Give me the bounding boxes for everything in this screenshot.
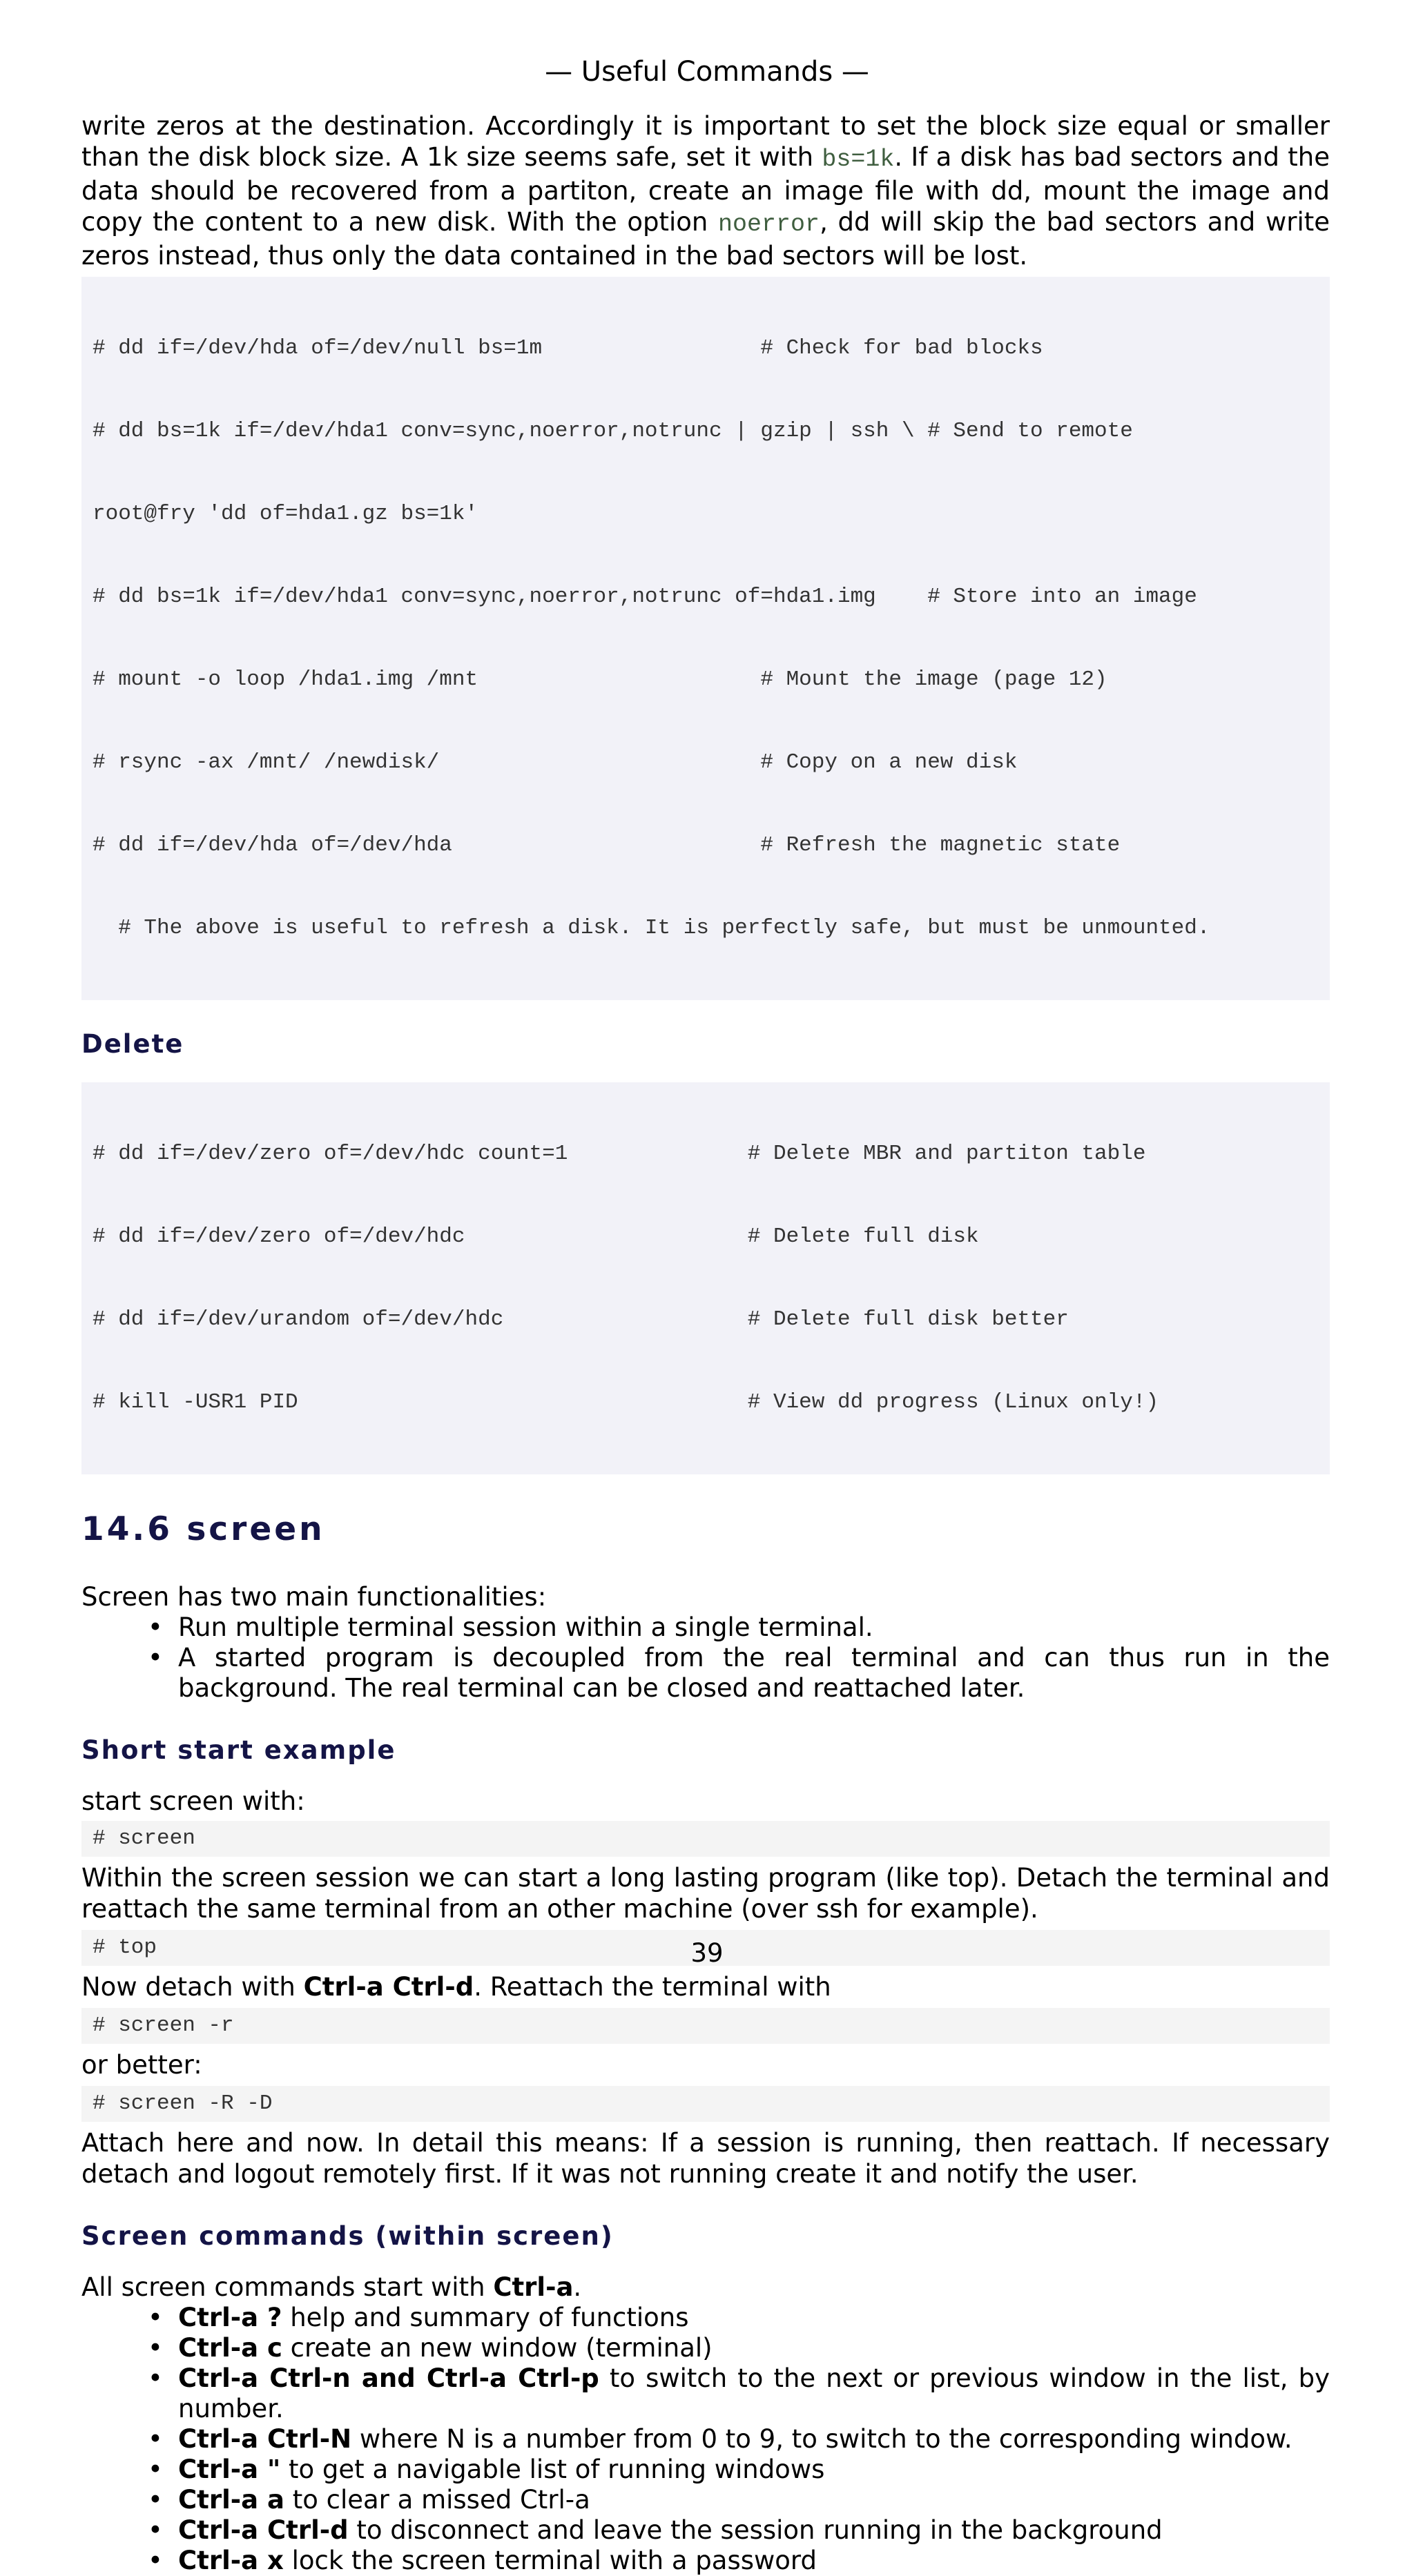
code-line: # dd if=/dev/zero of=/dev/hdc count=1 # Delete MBR and partiton table	[93, 1142, 1146, 1166]
code-screen-r: # screen -r	[81, 2008, 1330, 2044]
text: lock the screen terminal with a password	[283, 2546, 817, 2575]
text: All screen commands start with	[81, 2272, 494, 2302]
code-line: # dd bs=1k if=/dev/hda1 conv=sync,noerror,notrunc | gzip | ssh \ # Send to remote	[93, 419, 1133, 443]
list-item	[178, 2424, 1330, 2455]
code-block-delete	[81, 1082, 1330, 1474]
inline-code-noerror: noerror	[718, 211, 820, 238]
intro-paragraph	[81, 110, 1330, 271]
running-header: — Useful Commands —	[545, 56, 869, 88]
list-item	[178, 2333, 1330, 2363]
paragraph-detach	[81, 1971, 1330, 2002]
code-top: # top	[81, 1930, 1330, 1966]
list-item	[178, 2363, 1330, 2424]
code-line: root@fry 'dd of=hda1.gz bs=1k'	[93, 502, 478, 526]
list-item	[178, 2485, 1330, 2515]
code-line: # dd if=/dev/zero of=/dev/hdc # Delete full disk	[93, 1224, 979, 1249]
shortcut-text: Ctrl-a "	[178, 2455, 281, 2484]
heading-screen-commands: Screen commands (within screen)	[81, 2221, 614, 2251]
list-item: • Run multiple terminal session within a single terminal.	[178, 1612, 1330, 1643]
page-number: 39	[690, 1938, 724, 1968]
shortcut-text: Ctrl-a c	[178, 2333, 282, 2363]
shortcut-text: Ctrl-a x	[178, 2546, 284, 2575]
paragraph-attach: Attach here and now. In detail this means: If a session is running, then reattach. If necessary detach and logout remotely first. If it was not running create it and notify the user.	[81, 2128, 1330, 2189]
code-screen: # screen	[81, 1821, 1330, 1857]
shortcut-text: Ctrl-a ?	[178, 2303, 282, 2332]
list-item: • A started program is decoupled from the real terminal and can thus run in the background. The real terminal can be closed and reattached later.	[178, 1643, 1330, 1704]
code-line: # kill -USR1 PID # View dd progress (Linux only!)	[93, 1390, 1159, 1414]
code-line: # dd if=/dev/urandom of=/dev/hdc # Delete full disk better	[93, 1307, 1069, 1331]
shortcut-text: Ctrl-a Ctrl-N	[178, 2424, 352, 2454]
text: to switch to the next or previous window in the list, by number.	[178, 2363, 1330, 2423]
list-item	[178, 2546, 1330, 2576]
code-block-recover	[81, 277, 1330, 1000]
code-line: # rsync -ax /mnt/ /newdisk/ # Copy on a new disk	[93, 750, 1018, 774]
text: to get a navigable list of running windows	[280, 2455, 825, 2484]
heading-short-start: Short start example	[81, 1735, 396, 1765]
text: Now detach with	[81, 1972, 304, 2002]
paragraph-commands-intro	[81, 2272, 1330, 2303]
code-screen-rd: # screen -R -D	[81, 2086, 1330, 2122]
text: .	[573, 2272, 582, 2302]
list-item	[178, 2515, 1330, 2546]
intro-text-3: , dd will skip the bad sectors and write zeros instead, thus only the data contained in the bad sectors will be lost.	[81, 207, 1330, 271]
inline-code-bs: bs=1k	[822, 146, 895, 173]
text: help and summary of functions	[282, 2303, 689, 2332]
shortcut-text: Ctrl-a Ctrl-d	[178, 2515, 349, 2545]
heading-delete: Delete	[81, 1029, 184, 1059]
code-line: # The above is useful to refresh a disk. It is perfectly safe, but must be unmounted.	[93, 916, 1210, 940]
list-item	[178, 2303, 1330, 2333]
shortcut-text: Ctrl-a Ctrl-d	[303, 1972, 474, 2002]
shortcut-text: Ctrl-a a	[178, 2485, 284, 2515]
content	[81, 108, 1330, 2576]
list-item	[178, 2455, 1330, 2485]
paragraph-or-better: or better:	[81, 2050, 202, 2080]
shortcut-text: Ctrl-a Ctrl-n and Ctrl-a Ctrl-p	[178, 2363, 599, 2393]
code-line: # dd if=/dev/hda of=/dev/hda # Refresh the magnetic state	[93, 833, 1121, 857]
paragraph-within: Within the screen session we can start a long lasting program (like top). Detach the terminal and reattach the same terminal from an other machine (over ssh for example).	[81, 1863, 1330, 1924]
text: to disconnect and leave the session running in the background	[348, 2515, 1163, 2545]
text: . Reattach the terminal with	[474, 1972, 831, 2002]
heading-section-screen: 14.6 screen	[81, 1510, 325, 1548]
code-line: # dd bs=1k if=/dev/hda1 conv=sync,noerror,notrunc of=hda1.img # Store into an image	[93, 585, 1197, 609]
paragraph-start: start screen with:	[81, 1786, 305, 1816]
screen-features-list	[81, 1612, 1330, 1704]
screen-commands-list	[81, 2303, 1330, 2576]
code-line: # mount -o loop /hda1.img /mnt # Mount the image (page 12)	[93, 667, 1107, 692]
shortcut-text: Ctrl-a	[493, 2272, 574, 2302]
code-line: # dd if=/dev/hda of=/dev/null bs=1m # Check for bad blocks	[93, 336, 1043, 360]
screen-intro: Screen has two main functionalities:	[81, 1582, 547, 1612]
text: create an new window (terminal)	[282, 2333, 713, 2363]
intro-text-2: . If a disk has bad sectors and the data should be recovered from a partiton, create an image file with dd, mount the image and copy the content to a new disk. With the option	[81, 142, 1330, 237]
text: where N is a number from 0 to 9, to switch to the corresponding window.	[351, 2424, 1292, 2454]
intro-text-1: write zeros at the destination. Accordingly it is important to set the block size equal or smaller than the disk block size. A 1k size seems safe, set it with	[81, 111, 1330, 172]
text: to clear a missed Ctrl-a	[284, 2485, 590, 2515]
